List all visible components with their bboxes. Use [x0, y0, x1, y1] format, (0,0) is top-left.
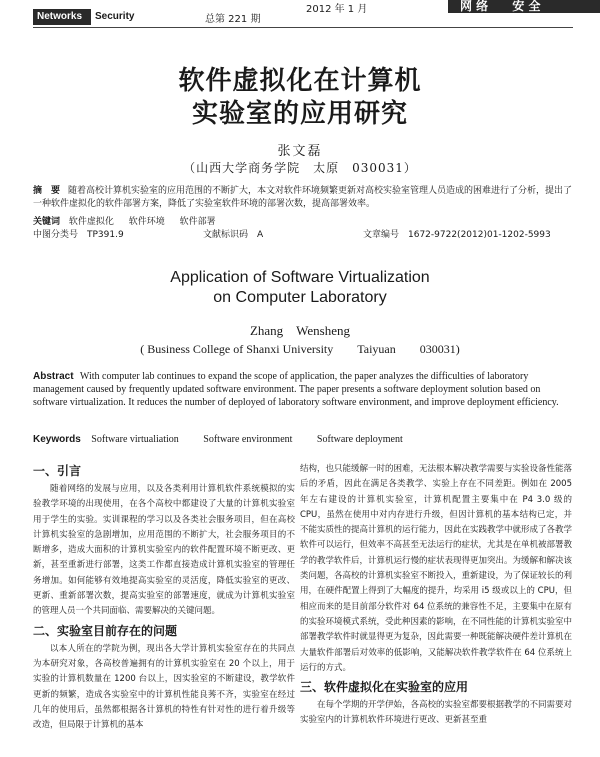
author-cn: 张文磊: [277, 144, 323, 159]
affiliation-cn: （山西大学商务学院 太原 030031）: [183, 161, 417, 175]
title-cn-line-1: 软件虚拟化在计算机: [178, 66, 422, 96]
section-badge: Networks: [33, 9, 91, 25]
author-en: Zhang Wensheng: [249, 323, 351, 338]
keywords-cn-label: 关键词: [33, 217, 61, 227]
title-en-line-2: on Computer Laboratory: [213, 289, 387, 306]
keywords-cn: [33, 214, 228, 227]
article-number: 文章编号 1672-9722(2012)01-1202-5993: [363, 230, 551, 240]
keyword-cn: 软件虚拟化: [68, 217, 114, 227]
affiliation-en: ( Business College of Shanxi University Taiyuan 030031): [140, 342, 460, 356]
body-column-right: [300, 462, 572, 729]
document-code: 文献标识码 A: [203, 230, 264, 240]
keyword-cn: 软件部署: [179, 217, 216, 227]
column-label: [448, 0, 600, 13]
section-heading: 二、实验室目前存在的问题: [33, 623, 178, 638]
clc-number: 中图分类号 TP391.9: [33, 230, 124, 240]
column-label-2: 安 全: [512, 0, 541, 13]
keyword-en: Software environment: [203, 434, 293, 445]
keywords-en-label: Keywords: [33, 434, 81, 445]
paragraph: 随着网络的发展与应用，以及各类利用计算机软件系统模拟的实验教学环境的出现使用，在各个高校中都建设了大量的计算机实验室用于学生的实验。实训课程的学习以及各类社会服务项目，但在高校计算机实验室的急剧增加，应用范围的不断扩大，社会服务项目的不断增多，造成大面积的计算机实验室内的软件配置环境不断更改、更新，甚至重新进行部署，这类工作都直接造成计算机实验室的管理任务增加。如何能够有效地提高实验室的灵活度，降低实验室的更改、更新、重新部署次数，提高实验室的部署速度，就成为计算机实验室的管理人员一个共同面临、需要解决的关键问题。: [33, 484, 295, 617]
keyword-en: Software deployment: [316, 434, 403, 445]
abstract-en: [33, 370, 573, 409]
issue-number: 总第 221 期: [205, 14, 261, 25]
title-cn-line-2: 实验室的应用研究: [191, 99, 408, 129]
abstract-en-label: Abstract: [33, 371, 74, 382]
paragraph: 结构，也只能缓解一时的困难，无法根本解决教学需要与实验设备性能落后的矛盾，因此在满足各类教学、实验上存在不同差距。例如在 2005 年左右建设的计算机实验室，计算机配置主要集中在 P4 3.0 级的 CPU，虽然在使用中对内存进行升级，但因计算机的基本结构已定，并不能实质性的提高计算机的运行能力，因此在实践教学中就形成了各教学软件可以运行，但效率不高甚至无法运行的症状，尤其是在单机被部署教学的教学软件后，计算机运行慢的症状表现得更加突出。为缓解和解决该类问题，各高校的计算机实验室不断投入，重新建设，为了保证较长的利用，在硬件配置上得到了大幅度的提升，均采用 i5 级或以上的 CPU，但相应而来的是目前部分软件对 64 位系统的兼容性不足，主要集中在原有的实验环境模式系统，受此种因素的影响，在不同性能的计算机实验室中部署教学软件时就显得更为复杂，因此需要一种既能解决硬件差计算机在大量软件部署后对效率的低影响，又能解决软件教学软件在 64 位系统上运行的方式。: [300, 464, 573, 673]
section-heading: 三、软件虚拟化在实验室的应用: [300, 680, 469, 695]
running-header: [0, 0, 600, 30]
keywords-en: [33, 434, 425, 445]
classification-row: [33, 227, 573, 239]
abstract-en-text: With computer lab continues to expand the scope of application, the paper analyzes the difficulties of laboratory management caused by frequently updated software environment. The paper presents a software deployment solution based on software virtualization. It reduces the number of deployed of laboratory software environment, and improve deployment efficiency.: [33, 371, 559, 408]
paragraph: 以本人所在的学院为例，现出各大学计算机实验室存在的共同点为本研究对象，各高校普遍拥有的计算机实验室在 20 个以上，用于实验的计算机数量在 1200 台以上，因实验室的不断建设，教学软件更新的频繁，造成各实验室中的计算机性能良莠不齐，实验室在经过几年的使用后，虽然都根据各计算机的特性有针对性的进行着升级等改造，但局限于计算机的基本: [33, 643, 295, 731]
abstract-cn-text: 随着高校计算机实验室的应用范围的不断扩大，本文对软件环境频繁更新对高校实验室管理人员造成的困难进行了分析，提出了一种软件虚拟化的软件部署方案，降低了实验室软件环境的部署次数，提高部署效率。: [33, 186, 573, 209]
paragraph: 在每个学期的开学伊始，各高校的实验室都要根据教学的不同需要对实验室内的计算机软件环境进行更改、更新甚至重: [300, 700, 573, 726]
header-rule: [33, 27, 573, 28]
section-subtitle: Security: [95, 11, 135, 22]
abstract-cn: [33, 185, 573, 211]
body-column-left: [33, 460, 295, 733]
keyword-cn: 软件环境: [128, 217, 165, 227]
section-heading: 一、引言: [33, 464, 82, 478]
keyword-en: Software virtualiation: [91, 434, 179, 445]
title-en-line-1: Application of Software Virtualization: [170, 269, 430, 286]
column-label-1: 网 络: [460, 0, 489, 13]
abstract-cn-label: 摘 要: [33, 186, 61, 196]
issue-date: 2012 年 1 月: [306, 4, 368, 15]
